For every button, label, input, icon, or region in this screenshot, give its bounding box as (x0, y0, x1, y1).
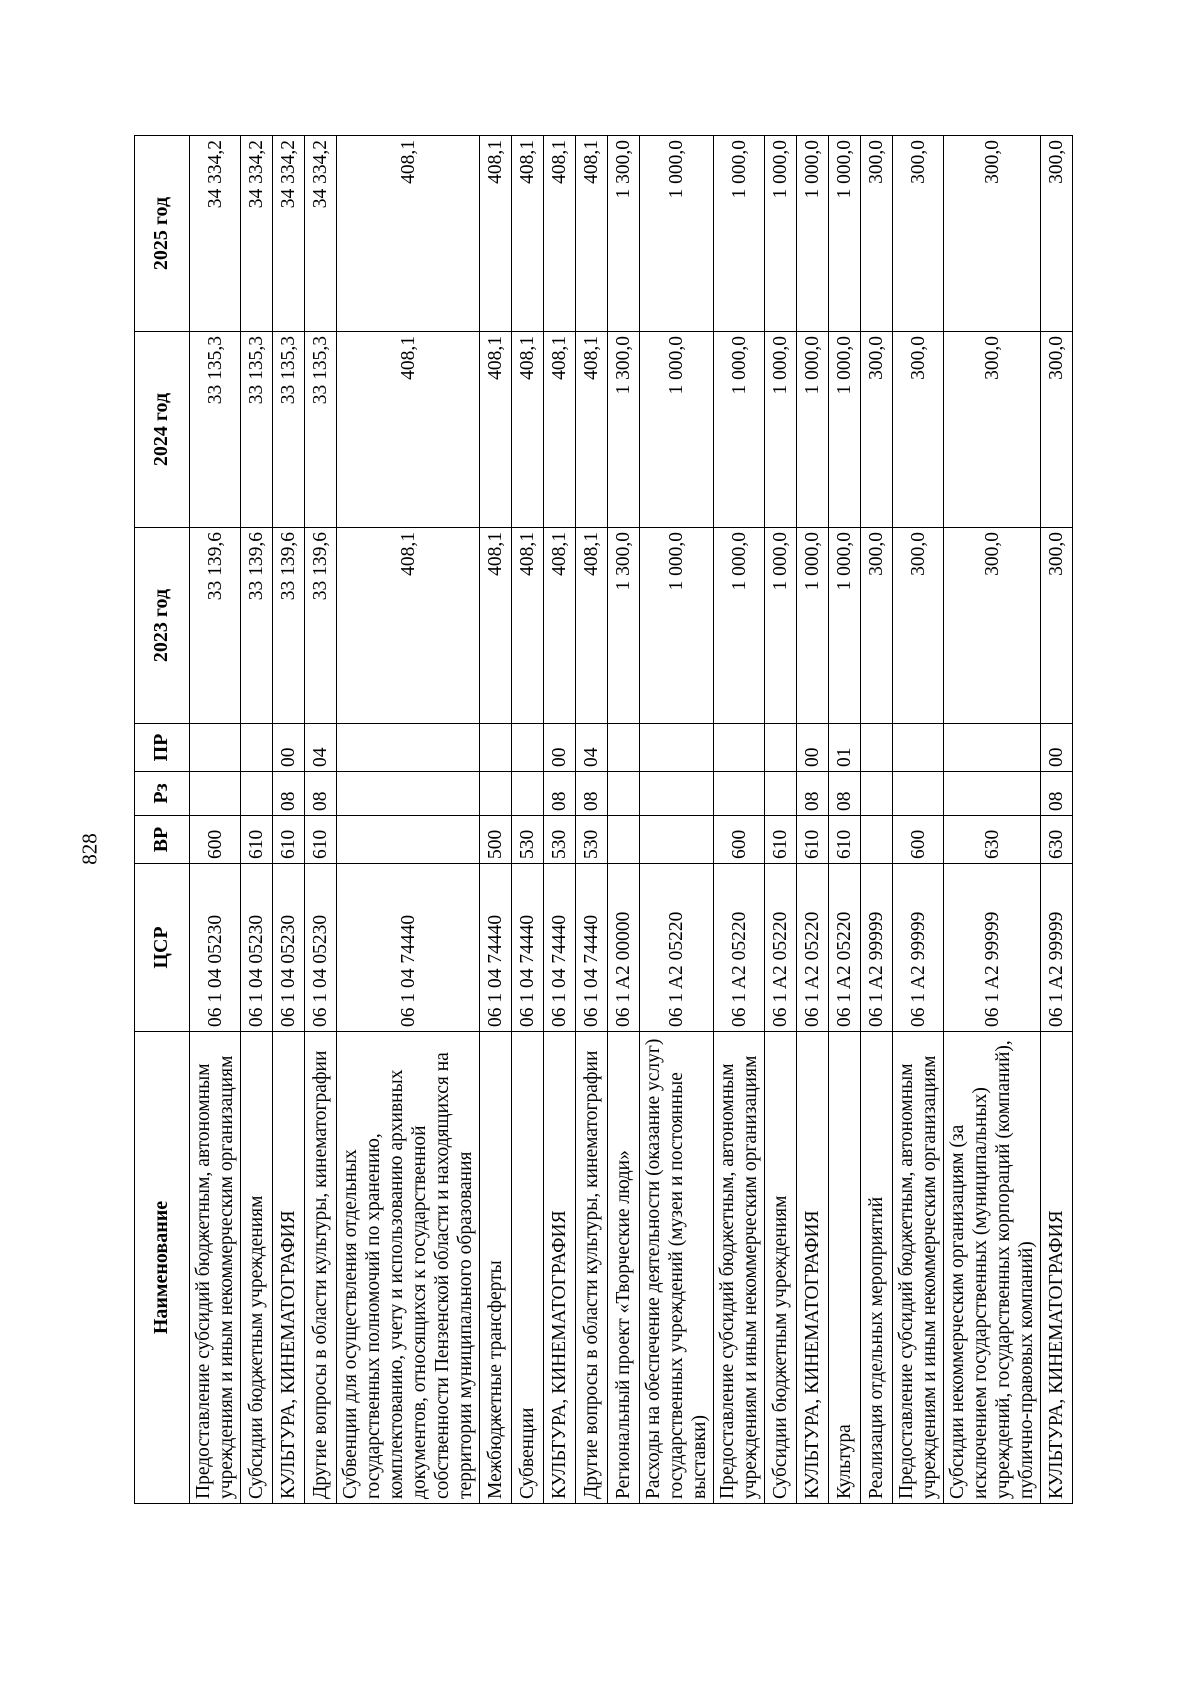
header-csr: ЦСР (135, 864, 190, 1032)
cell-pr (512, 724, 544, 772)
cell-csr: 06 1 A2 05220 (829, 864, 861, 1032)
cell-name-line: Межбюджетные трансферты (485, 1260, 506, 1499)
cell-vr: 610 (797, 816, 829, 864)
cell-name (190, 1032, 241, 1504)
cell-name-line: Региональный проект «Творческие люди» (613, 1150, 634, 1499)
cell-name-line: КУЛЬТУРА, КИНЕМАТОГРАФИЯ (802, 1210, 823, 1499)
cell-2024: 1 000,0 (829, 332, 861, 528)
cell-2025: 408,1 (480, 136, 512, 332)
cell-rz: 08 (797, 772, 829, 816)
cell-2025: 34 334,2 (190, 136, 241, 332)
cell-name (714, 1032, 765, 1504)
cell-rz: 08 (576, 772, 608, 816)
cell-name-line: государственных учреждений (музеи и постоянные (666, 1072, 687, 1499)
cell-pr (608, 724, 640, 772)
cell-name (944, 1032, 1041, 1504)
cell-csr: 06 1 04 74440 (544, 864, 576, 1032)
cell-csr: 06 1 04 74440 (480, 864, 512, 1032)
cell-2023: 408,1 (544, 528, 576, 724)
cell-2024: 33 135,3 (273, 332, 305, 528)
cell-name-line: Субсидии некоммерческим организациям (за (947, 1124, 968, 1499)
cell-pr (241, 724, 273, 772)
table-row (765, 136, 797, 1504)
rotated-table-frame (134, 136, 1067, 1504)
cell-vr: 530 (512, 816, 544, 864)
cell-rz (190, 772, 241, 816)
cell-csr: 06 1 A2 05220 (797, 864, 829, 1032)
table-row (861, 136, 893, 1504)
cell-pr (714, 724, 765, 772)
table-row (893, 136, 944, 1504)
cell-2023: 300,0 (861, 528, 893, 724)
cell-2024: 408,1 (512, 332, 544, 528)
cell-2024: 1 000,0 (714, 332, 765, 528)
cell-name-line: государственных полномочий по хранению, (363, 1133, 384, 1499)
cell-2023: 1 000,0 (765, 528, 797, 724)
table-row (190, 136, 241, 1504)
cell-2024: 300,0 (1041, 332, 1073, 528)
cell-2023: 408,1 (337, 528, 480, 724)
table-row (576, 136, 608, 1504)
cell-rz (944, 772, 1041, 816)
cell-2023: 408,1 (576, 528, 608, 724)
cell-2025: 300,0 (1041, 136, 1073, 332)
cell-rz (640, 772, 714, 816)
cell-2023: 33 139,6 (305, 528, 337, 724)
header-rz: Рз (135, 772, 190, 816)
cell-csr: 06 1 A2 99999 (861, 864, 893, 1032)
cell-2025: 1 000,0 (714, 136, 765, 332)
cell-csr: 06 1 A2 99999 (893, 864, 944, 1032)
cell-pr: 01 (829, 724, 861, 772)
header-2024: 2024 год (135, 332, 190, 528)
header-2023: 2023 год (135, 528, 190, 724)
table-row (797, 136, 829, 1504)
cell-name (765, 1032, 797, 1504)
cell-2025: 34 334,2 (273, 136, 305, 332)
cell-name (829, 1032, 861, 1504)
cell-2023: 408,1 (512, 528, 544, 724)
cell-pr: 00 (544, 724, 576, 772)
cell-vr: 600 (190, 816, 241, 864)
cell-name (861, 1032, 893, 1504)
cell-2025: 1 300,0 (608, 136, 640, 332)
cell-name-line: Предоставление субсидий бюджетным, автономным (896, 1063, 917, 1499)
cell-rz (861, 772, 893, 816)
cell-2025: 34 334,2 (241, 136, 273, 332)
cell-rz (512, 772, 544, 816)
cell-name-line: Другие вопросы в области культуры, кинематографии (581, 1050, 602, 1499)
cell-csr: 06 1 A2 99999 (1041, 864, 1073, 1032)
cell-2024: 1 300,0 (608, 332, 640, 528)
cell-2025: 408,1 (576, 136, 608, 332)
cell-name (1041, 1032, 1073, 1504)
cell-pr: 04 (576, 724, 608, 772)
cell-vr: 630 (944, 816, 1041, 864)
cell-name-line: Расходы на обеспечение деятельности (оказание услуг) (643, 1038, 664, 1499)
cell-2023: 300,0 (893, 528, 944, 724)
cell-name-line: учреждениям и иным некоммерческим организациям (919, 1055, 940, 1499)
page-number: 828 (77, 833, 102, 865)
table-row (273, 136, 305, 1504)
cell-rz (714, 772, 765, 816)
cell-pr (861, 724, 893, 772)
cell-name (640, 1032, 714, 1504)
cell-name (608, 1032, 640, 1504)
cell-name-line: выставки) (689, 1415, 710, 1499)
cell-name (544, 1032, 576, 1504)
cell-2025: 34 334,2 (305, 136, 337, 332)
cell-vr: 630 (1041, 816, 1073, 864)
cell-vr (640, 816, 714, 864)
cell-2023: 1 000,0 (640, 528, 714, 724)
cell-vr: 610 (241, 816, 273, 864)
cell-rz (337, 772, 480, 816)
cell-pr (765, 724, 797, 772)
table-row (1041, 136, 1073, 1504)
cell-csr: 06 1 04 05230 (273, 864, 305, 1032)
cell-2024: 408,1 (576, 332, 608, 528)
cell-name-line: Субсидии бюджетным учреждениям (770, 1195, 791, 1499)
cell-pr (337, 724, 480, 772)
cell-name-line: Другие вопросы в области культуры, кинематографии (310, 1050, 331, 1499)
cell-name-line: Субсидии бюджетным учреждениям (246, 1195, 267, 1499)
cell-2023: 1 000,0 (714, 528, 765, 724)
table-row (480, 136, 512, 1504)
cell-vr (861, 816, 893, 864)
cell-name (893, 1032, 944, 1504)
header-name: Наименование (135, 1032, 190, 1504)
cell-name-line: Субвенции (517, 1407, 538, 1499)
cell-2024: 300,0 (861, 332, 893, 528)
cell-csr: 06 1 A2 00000 (608, 864, 640, 1032)
cell-vr: 610 (305, 816, 337, 864)
table-row (640, 136, 714, 1504)
cell-vr: 530 (576, 816, 608, 864)
table-header-row (135, 136, 190, 1504)
cell-name (512, 1032, 544, 1504)
budget-table (134, 135, 1073, 1504)
cell-2023: 33 139,6 (241, 528, 273, 724)
cell-2023: 33 139,6 (190, 528, 241, 724)
cell-name-line: комплектованию, учету и использованию архивных (386, 1069, 407, 1499)
cell-name-line: учреждениям и иным некоммерческим организациям (216, 1055, 237, 1499)
cell-rz: 08 (273, 772, 305, 816)
cell-rz: 08 (829, 772, 861, 816)
cell-vr (608, 816, 640, 864)
cell-csr: 06 1 A2 99999 (944, 864, 1041, 1032)
cell-vr: 500 (480, 816, 512, 864)
cell-csr: 06 1 04 05230 (241, 864, 273, 1032)
cell-2024: 300,0 (944, 332, 1041, 528)
cell-2023: 1 000,0 (797, 528, 829, 724)
cell-name-line: Реализация отдельных мероприятий (866, 1196, 887, 1499)
cell-name (337, 1032, 480, 1504)
cell-2024: 1 000,0 (797, 332, 829, 528)
cell-name-line: КУЛЬТУРА, КИНЕМАТОГРАФИЯ (549, 1210, 570, 1499)
table-row (512, 136, 544, 1504)
cell-csr: 06 1 04 74440 (576, 864, 608, 1032)
cell-name-line: публично-правовых компаний) (1016, 1241, 1037, 1499)
cell-pr: 00 (273, 724, 305, 772)
cell-vr: 530 (544, 816, 576, 864)
cell-rz: 08 (305, 772, 337, 816)
cell-name-line: КУЛЬТУРА, КИНЕМАТОГРАФИЯ (278, 1210, 299, 1499)
cell-2023: 300,0 (944, 528, 1041, 724)
cell-csr: 06 1 04 05230 (305, 864, 337, 1032)
cell-2025: 408,1 (512, 136, 544, 332)
cell-name (576, 1032, 608, 1504)
cell-pr (944, 724, 1041, 772)
cell-name (241, 1032, 273, 1504)
cell-pr: 00 (1041, 724, 1073, 772)
table-row (337, 136, 480, 1504)
cell-2025: 1 000,0 (640, 136, 714, 332)
cell-name-line: Предоставление субсидий бюджетным, автономным (717, 1063, 738, 1499)
cell-pr (640, 724, 714, 772)
cell-name (305, 1032, 337, 1504)
cell-vr: 610 (273, 816, 305, 864)
cell-rz: 08 (1041, 772, 1073, 816)
cell-csr: 06 1 04 05230 (190, 864, 241, 1032)
cell-2025: 300,0 (861, 136, 893, 332)
cell-name-line: учреждений, государственных корпораций (компаний), (993, 1040, 1014, 1499)
cell-vr (337, 816, 480, 864)
cell-vr: 610 (829, 816, 861, 864)
header-pr: ПР (135, 724, 190, 772)
cell-name-line: документов, относящихся к государственной (409, 1125, 430, 1499)
table-row (714, 136, 765, 1504)
cell-name-line: Культура (834, 1424, 855, 1499)
cell-2025: 300,0 (944, 136, 1041, 332)
cell-2023: 33 139,6 (273, 528, 305, 724)
cell-2024: 1 000,0 (640, 332, 714, 528)
cell-csr: 06 1 A2 05220 (765, 864, 797, 1032)
cell-2023: 300,0 (1041, 528, 1073, 724)
cell-name-line: Предоставление субсидий бюджетным, автономным (193, 1063, 214, 1499)
cell-name (480, 1032, 512, 1504)
cell-name-line: учреждениям и иным некоммерческим организациям (740, 1055, 761, 1499)
table-row (608, 136, 640, 1504)
cell-name-line: Субвенции для осуществления отдельных (340, 1149, 361, 1499)
cell-rz (893, 772, 944, 816)
table-row (544, 136, 576, 1504)
cell-pr (893, 724, 944, 772)
cell-2025: 1 000,0 (829, 136, 861, 332)
cell-csr: 06 1 A2 05220 (714, 864, 765, 1032)
cell-rz (241, 772, 273, 816)
table-row (305, 136, 337, 1504)
cell-2024: 408,1 (544, 332, 576, 528)
cell-2023: 1 000,0 (829, 528, 861, 724)
cell-rz: 08 (544, 772, 576, 816)
cell-name (273, 1032, 305, 1504)
header-2025: 2025 год (135, 136, 190, 332)
table-body (190, 136, 1073, 1504)
table-row (241, 136, 273, 1504)
cell-pr: 04 (305, 724, 337, 772)
cell-name-line: территории муниципального образования (455, 1151, 476, 1499)
cell-pr (190, 724, 241, 772)
cell-pr: 00 (797, 724, 829, 772)
cell-rz (765, 772, 797, 816)
cell-rz (480, 772, 512, 816)
cell-2024: 1 000,0 (765, 332, 797, 528)
cell-csr: 06 1 04 74440 (512, 864, 544, 1032)
cell-2024: 33 135,3 (305, 332, 337, 528)
cell-2025: 408,1 (544, 136, 576, 332)
cell-name-line: исключением государственных (муниципальных) (970, 1087, 991, 1499)
cell-2024: 33 135,3 (241, 332, 273, 528)
cell-name (797, 1032, 829, 1504)
cell-2023: 1 300,0 (608, 528, 640, 724)
cell-2023: 408,1 (480, 528, 512, 724)
cell-csr: 06 1 04 74440 (337, 864, 480, 1032)
cell-2024: 300,0 (893, 332, 944, 528)
cell-2025: 300,0 (893, 136, 944, 332)
cell-csr: 06 1 A2 05220 (640, 864, 714, 1032)
cell-name-line: собственности Пензенской области и находящихся на (432, 1052, 453, 1499)
cell-pr (480, 724, 512, 772)
cell-name-line: КУЛЬТУРА, КИНЕМАТОГРАФИЯ (1046, 1210, 1067, 1499)
cell-vr: 600 (893, 816, 944, 864)
cell-2025: 1 000,0 (797, 136, 829, 332)
header-vr: ВР (135, 816, 190, 864)
cell-2024: 408,1 (337, 332, 480, 528)
cell-2025: 1 000,0 (765, 136, 797, 332)
table-row (944, 136, 1041, 1504)
cell-2024: 33 135,3 (190, 332, 241, 528)
cell-2024: 408,1 (480, 332, 512, 528)
table-row (829, 136, 861, 1504)
cell-2025: 408,1 (337, 136, 480, 332)
cell-vr: 610 (765, 816, 797, 864)
cell-vr: 600 (714, 816, 765, 864)
cell-rz (608, 772, 640, 816)
